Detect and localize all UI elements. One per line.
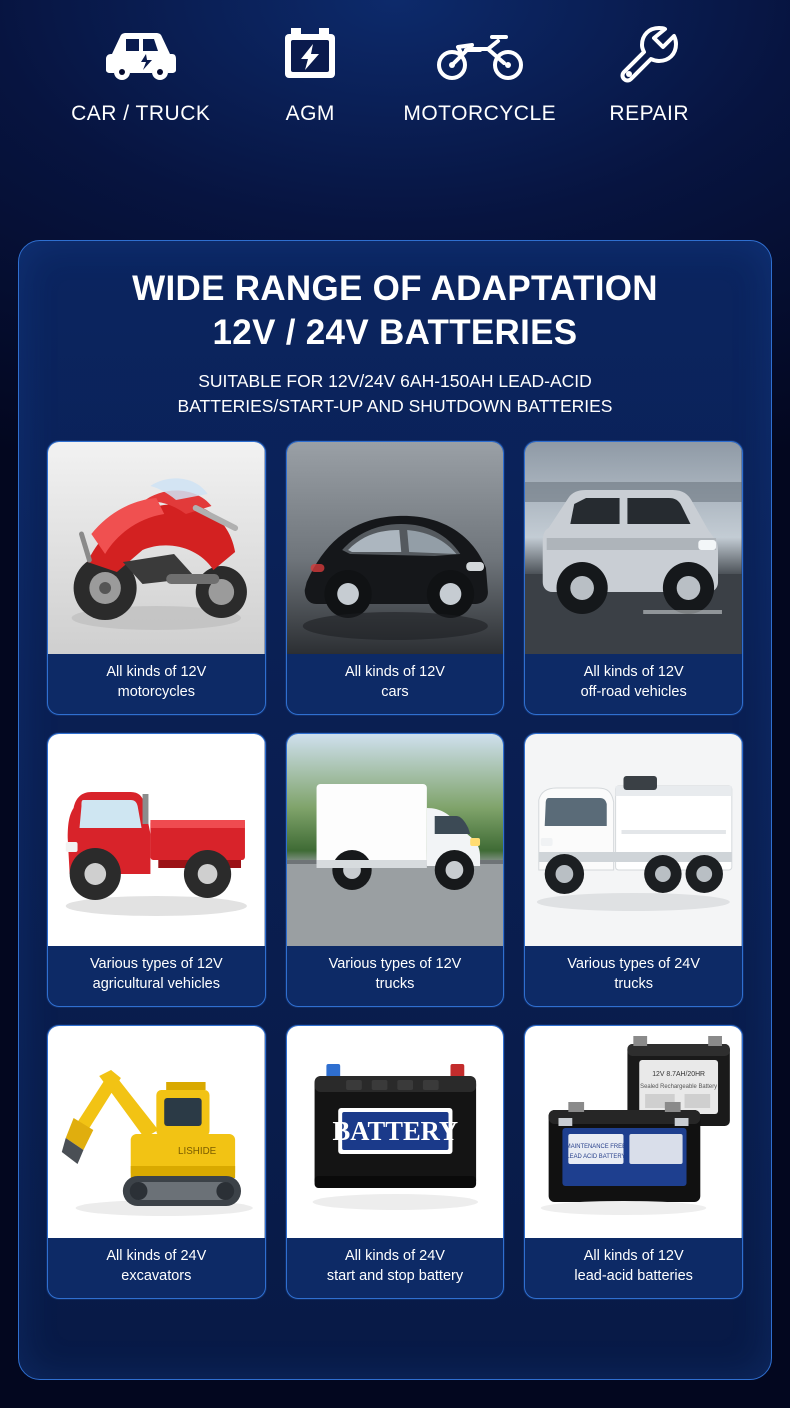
card-caption [48, 654, 265, 714]
caption-line-1: Various types of 24V [567, 956, 701, 973]
caption-line-2: agricultural vehicles [92, 975, 220, 992]
card-caption [287, 654, 504, 714]
caption-line-2: trucks [614, 975, 653, 992]
feature-label: CAR / TRUCK [71, 102, 211, 125]
page-title [47, 267, 743, 355]
silver-suv-off-road-photo [525, 442, 742, 654]
grid-card[interactable] [47, 1025, 266, 1299]
motorcycle-icon [436, 18, 524, 90]
grid-card[interactable] [47, 733, 266, 1007]
feature-car-truck [56, 18, 226, 126]
card-caption [48, 1238, 265, 1298]
svg-text:LEAD ACID BATTERY: LEAD ACID BATTERY [566, 1154, 626, 1161]
svg-text:LISHIDE: LISHIDE [177, 1146, 217, 1158]
subhead-line-2: BATTERIES/START-UP AND SHUTDOWN BATTERIES [177, 395, 613, 416]
card-caption [525, 1238, 742, 1298]
caption-line-1: All kinds of 12V [345, 664, 445, 681]
feature-label: REPAIR [609, 102, 690, 125]
card-caption [525, 946, 742, 1006]
caption-line-1: All kinds of 12V [583, 1248, 684, 1265]
card-caption [48, 946, 265, 1006]
grid-card[interactable] [286, 441, 505, 715]
caption-line-2: off-road vehicles [580, 683, 687, 700]
wrench-repair-icon [618, 18, 680, 90]
subhead-line-1: SUITABLE FOR 12V/24V 6AH-150AH LEAD-ACID [198, 370, 592, 391]
headline-line-2: 12V / 24V BATTERIES [212, 312, 578, 352]
grid-card[interactable] [47, 441, 266, 715]
svg-text:MAINTENANCE FREE: MAINTENANCE FREE [566, 1144, 627, 1151]
caption-line-1: All kinds of 12V [583, 664, 684, 681]
caption-line-2: motorcycles [117, 683, 195, 700]
caption-line-1: Various types of 12V [89, 956, 223, 973]
page-subtitle [47, 369, 743, 420]
agm-battery-icon [281, 18, 339, 90]
caption-line-1: All kinds of 24V [345, 1248, 445, 1265]
vehicle-grid [47, 441, 743, 1299]
battery-word: BATTERY [332, 1116, 458, 1147]
feature-agm [226, 18, 396, 126]
card-caption [287, 1238, 504, 1298]
svg-text:Sealed Rechargeable Battery: Sealed Rechargeable Battery [640, 1084, 718, 1091]
caption-line-2: excavators [121, 1267, 192, 1284]
adaptation-panel [18, 240, 772, 1380]
caption-line-2: trucks [375, 975, 415, 992]
yellow-excavator-photo [48, 1026, 265, 1238]
red-sport-motorcycle-photo [48, 442, 265, 654]
card-caption [287, 946, 504, 1006]
car-truck-icon [102, 18, 180, 90]
card-caption [525, 654, 742, 714]
caption-line-1: All kinds of 12V [106, 664, 207, 681]
feature-repair [565, 18, 735, 126]
lead-acid-batteries-pair-photo [525, 1026, 742, 1238]
white-refrigerated-semi-truck-photo [525, 734, 742, 946]
caption-line-1: All kinds of 24V [106, 1248, 207, 1265]
grid-card[interactable] [524, 441, 743, 715]
grid-card[interactable] [286, 733, 505, 1007]
grid-card[interactable] [286, 1025, 505, 1299]
red-three-wheeler-farm-truck-photo [48, 734, 265, 946]
white-box-van-truck-photo [287, 734, 504, 946]
feature-label: MOTORCYCLE [403, 102, 557, 125]
grid-card[interactable] [524, 733, 743, 1007]
grid-card[interactable] [524, 1025, 743, 1299]
feature-icon-row [0, 0, 790, 150]
caption-line-2: lead-acid batteries [574, 1267, 693, 1284]
caption-line-2: start and stop battery [326, 1267, 464, 1284]
svg-text:12V 8.7AH/20HR: 12V 8.7AH/20HR [652, 1071, 706, 1079]
feature-label: AGM [285, 102, 335, 125]
feature-motorcycle [395, 18, 565, 126]
caption-line-2: cars [381, 683, 409, 700]
caption-line-1: Various types of 12V [328, 956, 462, 973]
black-sedan-car-photo [287, 442, 504, 654]
headline-line-1: WIDE RANGE OF ADAPTATION [132, 269, 658, 308]
black-car-battery-photo [287, 1026, 504, 1238]
